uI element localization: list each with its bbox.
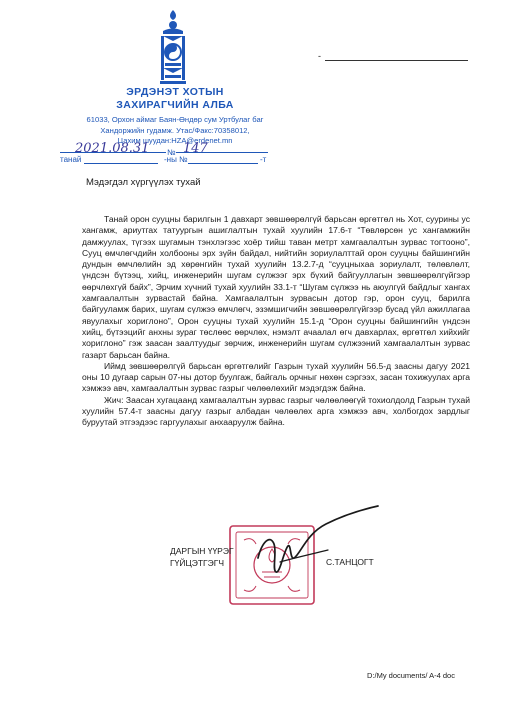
letter-body — [82, 214, 470, 429]
signatory-title-line2: ГҮЙЦЭТГЭГЧ — [170, 558, 225, 568]
org-name-line1: ЭРДЭНЭТ ХОТЫН — [126, 86, 224, 98]
number-underline — [176, 152, 268, 153]
email-line: Цахим шуудан:HZA@erdenet.mn — [117, 136, 233, 145]
address-line: Хандоржийн гудамж. Утас/Факс:70358012, — [100, 125, 250, 135]
reference-blank-no — [188, 163, 258, 164]
reference-blank-date — [84, 163, 158, 164]
date-underline — [60, 152, 166, 153]
recipient-line — [318, 51, 468, 61]
handwritten-date: 2021.08.31 — [75, 141, 150, 156]
organization-header — [60, 86, 290, 147]
signatory-title — [170, 545, 234, 569]
recipient-blank — [325, 52, 468, 61]
number-sign: № — [167, 148, 176, 157]
reference-label-no: -ны № — [164, 155, 188, 164]
body-paragraph: Иймд зөвшөөрөлгүй барьсан өргөтгөлийг Газрын тухай хуулийн 56.5-д заасны дагуу 2021 оны 10 дугаар сарын 07-ны дотор буулгаж, байгаль орчныг нөхөн сэргээх, засан тохижуулах арга хэмжээ авч, хамгаалалтын зурвас газрыг чөлөөлөхийг мэдэгдэж байна. — [82, 360, 470, 394]
footer-path: D:/My documents/ A-4 doc — [367, 671, 455, 680]
address-line: 61033, Орхон аймаг Баян-Өндөр сум Уртбулаг баг — [86, 115, 264, 124]
soyombo-emblem-icon — [156, 8, 190, 86]
reference-label-end: -т — [260, 155, 267, 164]
org-name-line2: ЗАХИРАГЧИЙН АЛБА — [116, 99, 234, 111]
signatory-title-line1: ДАРГЫН ҮҮРЭГ — [170, 546, 234, 556]
signatory-name: С.ТАНЦОГТ — [326, 557, 374, 567]
letter-subject: Мэдэгдэл хүргүүлэх тухай — [86, 177, 201, 188]
recipient-dash: - — [318, 51, 321, 61]
body-paragraph: Танай орон сууцны барилгын 1 давхарт зөвшөөрөлгүй барьсан өргөтгөл нь Хот, суурины ус хангамж, ариутгах татуургын ашиглалтын тухай хуулийн 17.6-т “Төвлөрсөн ус хангамжийн дамжуулах, түгээх шугамын тэнхлэгээс хоёр тийш таван метрт хамгаалалтын зурвас тогтооно”, Сууц өмчлөгчдийн холбооны эрх зүйн байдал, нийтийн зориулалттай орон сууцны байшингийн дундын өмчлөлийн эд хөрөнгийн тухай хуулийн 13.2.7-д “сууцныхаа зориулалт, төлөвлөлт, үндсэн бүтээц, хийц, инженерийн шугам сүлжээг эрх бүхий байгууллагын зөвшөөрөлгүйгээр өөрчлөхгүй байх”, Эрчим хүчний тухай хуулийн 33.1-т “Шугам сүлжээ нь аюулгүй байдлыг хангах хамгаалалтын зурвастай байна. Хамгаалалтын зурвасын дотор гэр, орон сууц, барилга байгууламж барих, шугам сүлжээ өмчлөгч, эзэмшигчийн зөвшөөрөлгүйгээр бусад үйл ажиллагаа явуулахыг хориглоно”, Орон сууцны тухай хуулийн 15.1-д “Орон сууцны байшингийн үндсэн хийц, бүтээцийг анхны зураг төслөөс өөрчлөх, нэмэлт ачаалал өгч давхарлах, өргөтгөл хийхийг хориглоно” гэж заасан заалтуудыг зөрчиж, инженерийн шугам сүлжээний хамгаалалтын зурвас газарт барьсан байна. — [82, 214, 470, 360]
body-note: Жич: Заасан хугацаанд хамгаалалтын зурвас газрыг чөлөөлөөгүй тохиолдолд Газрын тухай хуулийн 57.4-т заасны дагуу газрыг албадан чөлөөлөх арга хэмжээ авч, холбогдох зардлыг буруутай этгээдээс гаргуулахыг анхааруулж байна. — [82, 394, 470, 428]
handwritten-signature-icon — [236, 500, 384, 580]
handwritten-number: 147 — [183, 141, 208, 156]
reference-label-date: танай — [60, 155, 82, 164]
